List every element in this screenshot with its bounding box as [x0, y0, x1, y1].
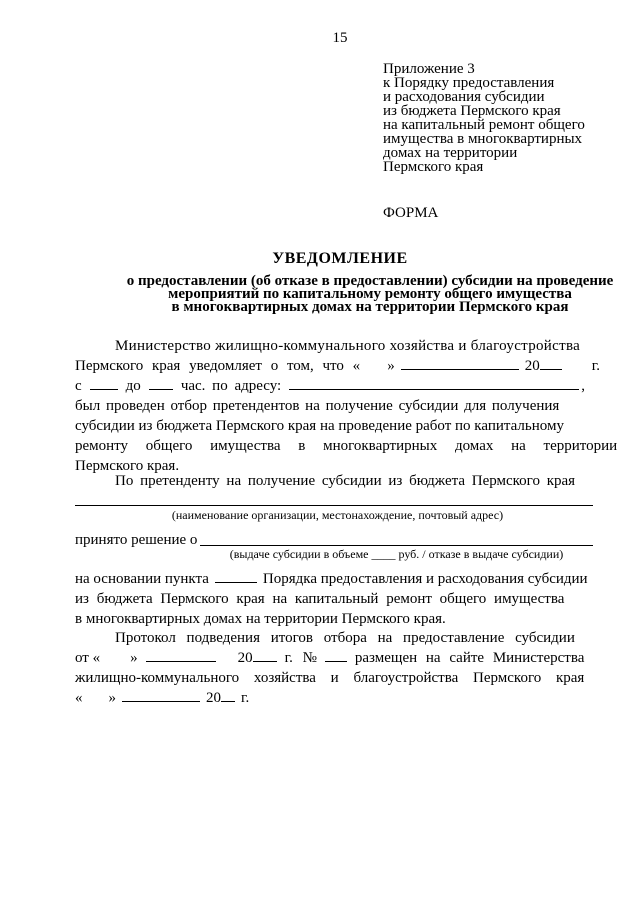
subtitle-line: в многоквартирных домах на территории Пермского края — [171, 299, 569, 315]
paragraph-3 — [75, 569, 600, 629]
p1-line3d: , — [581, 378, 585, 394]
p3-line1a: на основании пункта — [75, 571, 209, 587]
p4-line3: жилищно-коммунального хозяйства и благоустройства Пермского края — [75, 670, 585, 686]
subtitle-line: о предоставлении (об отказе в предоставлении) субсидии на проведение — [126, 273, 614, 289]
p4-line2e: размещен на сайте Министерства — [354, 650, 585, 666]
p1-line3c: час. по адресу: — [180, 378, 282, 394]
p1-line2c: 20 — [524, 358, 540, 374]
p3-line1b: Порядка предоставления и расходования субсидии — [262, 571, 588, 587]
p4-line4a: « — [75, 690, 83, 706]
p1-line6: ремонту общего имущества в многоквартирных домах на территории — [75, 438, 618, 454]
year-field[interactable] — [540, 356, 562, 370]
p4-line2a: от « — [75, 650, 101, 666]
date-field[interactable] — [401, 356, 519, 370]
appendix-line: домах на территории — [383, 145, 518, 161]
subtitle-line: мероприятий по капитальному ремонту общего имущества — [168, 286, 572, 302]
p4-line4c: 20 — [206, 690, 221, 706]
appendix-line: имущества в многоквартирных — [383, 131, 583, 147]
appendix-line: на капитальный ремонт общего — [383, 117, 585, 133]
caption-decision: (выдаче субсидии в объеме ____ руб. / отказе в выдаче субсидии) — [229, 547, 564, 561]
p1-line3a: с — [75, 378, 82, 394]
p4-line2d: г. № — [284, 650, 317, 666]
appendix-line: к Порядку предоставления — [383, 75, 555, 91]
publish-year-field[interactable] — [221, 688, 235, 702]
time-from-field[interactable] — [90, 376, 118, 390]
protocol-number-field[interactable] — [325, 648, 347, 662]
publish-date-field[interactable] — [122, 688, 200, 702]
appendix-block — [383, 62, 585, 174]
appendix-line: Приложение 3 — [383, 61, 475, 77]
org-name-field[interactable] — [75, 505, 593, 506]
p4-line1: Протокол подведения итогов отбора на предоставление субсидии — [115, 630, 575, 646]
caption-org: (наименование организации, местонахождение, почтовый адрес) — [171, 508, 504, 522]
p1-line7: Пермского края. — [75, 458, 180, 474]
p1-line5: субсидии из бюджета Пермского края на проведение работ по капитальному — [75, 418, 564, 434]
document-title: УВЕДОМЛЕНИЕ — [272, 250, 408, 267]
p4-line2c: 20 — [237, 650, 253, 666]
document-subtitle — [60, 275, 640, 314]
paragraph-4 — [75, 628, 600, 708]
p4-line4b: » — [108, 690, 116, 706]
p1-line2d: г. — [591, 358, 600, 374]
p1-line4: был проведен отбор претендентов на получение субсидии для получения — [75, 398, 560, 414]
clause-field[interactable] — [215, 569, 257, 583]
p3-line3: в многоквартирных домах на территории Пермского края. — [75, 611, 446, 627]
p1-line2a: Пермского края уведомляет о том, что « — [75, 358, 361, 374]
decision-field[interactable] — [200, 545, 593, 546]
time-to-field[interactable] — [149, 376, 173, 390]
p4-line4d: г. — [241, 690, 250, 706]
p3-line2: из бюджета Пермского края на капитальный ремонт общего имущества — [75, 591, 565, 607]
p4-line2b: » — [130, 650, 138, 666]
p1-line2b: » — [387, 358, 395, 374]
p1-line3b: до — [125, 378, 141, 394]
p1-line1: Министерство жилищно-коммунального хозяйства и благоустройства — [115, 338, 581, 354]
paragraph-1 — [75, 336, 618, 476]
p2-line1: По претенденту на получение субсидии из бюджета Пермского края — [115, 473, 576, 489]
address-field[interactable] — [289, 376, 579, 390]
protocol-year-field[interactable] — [253, 648, 277, 662]
page-number: 15 — [332, 30, 348, 46]
appendix-line: из бюджета Пермского края — [383, 103, 561, 119]
protocol-date-field[interactable] — [146, 648, 216, 662]
appendix-line: Пермского края — [383, 159, 484, 175]
form-label: ФОРМА — [383, 205, 439, 221]
paragraph-2 — [75, 471, 600, 491]
appendix-line: и расходования субсидии — [383, 89, 545, 105]
decision-label: принято решение о — [75, 532, 198, 548]
